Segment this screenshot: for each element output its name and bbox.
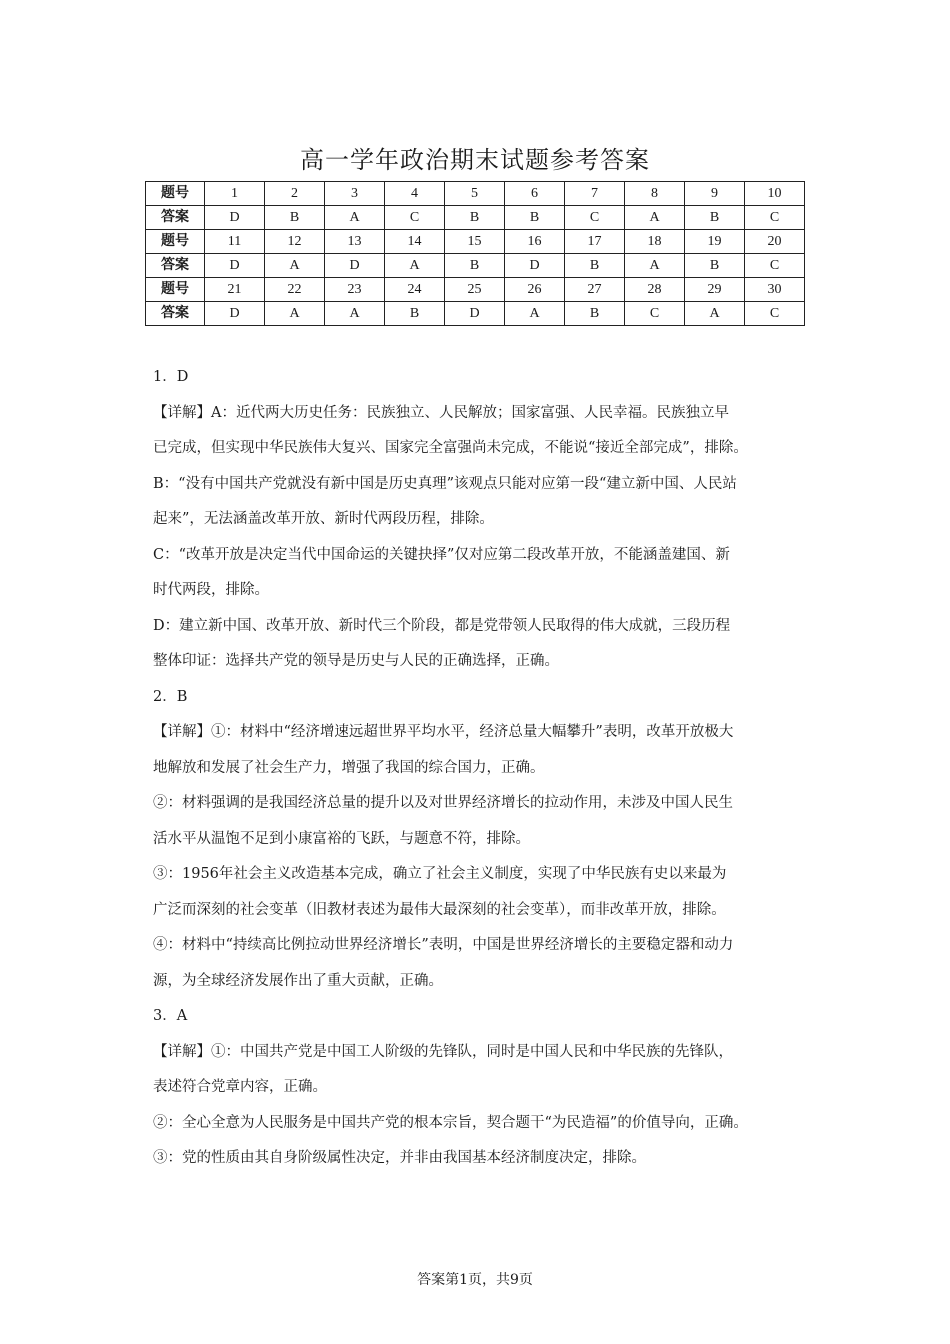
table-cell: B xyxy=(265,206,325,230)
explanation-body xyxy=(153,360,803,1177)
table-cell: C xyxy=(625,302,685,326)
table-cell: A xyxy=(325,206,385,230)
table-cell: B xyxy=(445,206,505,230)
table-cell: 22 xyxy=(265,278,325,302)
text-line: 广泛而深刻的社会变革（旧教材表述为最伟大最深刻的社会变革），而非改革开放，排除。 xyxy=(153,901,726,918)
text-line: 活水平从温饱不足到小康富裕的飞跃，与题意不符，排除。 xyxy=(153,830,530,847)
row-header: 题号 xyxy=(146,182,205,206)
table-cell: D xyxy=(505,254,565,278)
table-cell: 23 xyxy=(325,278,385,302)
table-cell: B xyxy=(685,254,745,278)
table-cell: D xyxy=(445,302,505,326)
table-cell: 6 xyxy=(505,182,565,206)
table-cell: D xyxy=(205,302,265,326)
table-cell: A xyxy=(505,302,565,326)
text-line: 2．B xyxy=(153,688,188,705)
table-cell: 13 xyxy=(325,230,385,254)
table-cell: 27 xyxy=(565,278,625,302)
text-line: ②：材料强调的是我国经济总量的提升以及对世界经济增长的拉动作用，未涉及中国人民生 xyxy=(153,795,733,811)
table-cell: 9 xyxy=(685,182,745,206)
table-row xyxy=(146,254,805,278)
table-cell: 15 xyxy=(445,230,505,254)
text-line: 【详解】A：近代两大历史任务：民族独立、人民解放；国家富强、人民幸福。民族独立早 xyxy=(153,404,729,421)
table-cell: A xyxy=(265,254,325,278)
row-header: 题号 xyxy=(146,278,205,302)
table-cell: 5 xyxy=(445,182,505,206)
text-line: 1．D xyxy=(153,369,189,385)
table-cell: B xyxy=(685,206,745,230)
text-line: 整体印证：选择共产党的领导是历史与人民的正确选择，正确。 xyxy=(153,653,559,669)
table-row xyxy=(146,278,805,302)
table-cell: B xyxy=(565,254,625,278)
table-cell: 24 xyxy=(385,278,445,302)
table-cell: 8 xyxy=(625,182,685,206)
text-line: C：“改革开放是决定当代中国命运的关键抉择”仅对应第二段改革开放，不能涵盖建国、新 xyxy=(153,546,730,563)
table-cell: 21 xyxy=(205,278,265,302)
table-cell: 19 xyxy=(685,230,745,254)
text-line: 已完成，但实现中华民族伟大复兴、国家完全富强尚未完成，不能说“接近全部完成”，排除。 xyxy=(153,440,748,456)
table-cell: C xyxy=(565,206,625,230)
table-row xyxy=(146,206,805,230)
table-cell: 12 xyxy=(265,230,325,254)
row-header: 答案 xyxy=(146,302,205,326)
table-cell: 1 xyxy=(205,182,265,206)
table-cell: 3 xyxy=(325,182,385,206)
row-header: 题号 xyxy=(146,230,205,254)
text-line: ③：党的性质由其自身阶级属性决定，并非由我国基本经济制度决定，排除。 xyxy=(153,1150,646,1166)
table-cell: B xyxy=(565,302,625,326)
text-line: 起来”，无法涵盖改革开放、新时代两段历程，排除。 xyxy=(153,511,494,527)
table-row xyxy=(146,230,805,254)
table-cell: 11 xyxy=(205,230,265,254)
table-cell: 10 xyxy=(745,182,805,206)
table-cell: 4 xyxy=(385,182,445,206)
table-cell: B xyxy=(385,302,445,326)
text-line: 源，为全球经济发展作出了重大贡献，正确。 xyxy=(153,972,443,989)
table-row xyxy=(146,182,805,206)
answer-table xyxy=(145,181,805,326)
table-cell: 29 xyxy=(685,278,745,302)
text-line: 地解放和发展了社会生产力，增强了我国的综合国力，正确。 xyxy=(153,759,545,776)
table-cell: B xyxy=(505,206,565,230)
table-cell: B xyxy=(445,254,505,278)
table-cell: D xyxy=(205,254,265,278)
text-line: B：“没有中国共产党就没有新中国是历史真理”该观点只能对应第一段“建立新中国、人民站 xyxy=(153,475,737,492)
table-cell: 2 xyxy=(265,182,325,206)
text-line: D：建立新中国、改革开放、新时代三个阶段，都是党带领人民取得的伟大成就，三段历程 xyxy=(153,617,731,634)
table-cell: C xyxy=(745,254,805,278)
table-cell: C xyxy=(745,302,805,326)
table-cell: 17 xyxy=(565,230,625,254)
table-cell: 30 xyxy=(745,278,805,302)
text-line: 表述符合党章内容，正确。 xyxy=(153,1079,327,1095)
table-cell: 28 xyxy=(625,278,685,302)
table-cell: D xyxy=(325,254,385,278)
row-header: 答案 xyxy=(146,254,205,278)
table-cell: A xyxy=(625,254,685,278)
table-cell: A xyxy=(325,302,385,326)
table-cell: A xyxy=(265,302,325,326)
text-line: 【详解】①：材料中“经济增速远超世界平均水平，经济总量大幅攀升”表明，改革开放极大 xyxy=(153,724,734,740)
text-line: 时代两段，排除。 xyxy=(153,582,269,598)
text-line: 3．A xyxy=(153,1008,188,1024)
text-line: ②：全心全意为人民服务是中国共产党的根本宗旨，契合题干“为民造福”的价值导向，正确。 xyxy=(153,1114,748,1131)
table-cell: 14 xyxy=(385,230,445,254)
table-cell: 7 xyxy=(565,182,625,206)
table-cell: D xyxy=(205,206,265,230)
table-cell: A xyxy=(625,206,685,230)
table-cell: 25 xyxy=(445,278,505,302)
table-row xyxy=(146,302,805,326)
table-cell: 20 xyxy=(745,230,805,254)
text-line: 【详解】①：中国共产党是中国工人阶级的先锋队，同时是中国人民和中华民族的先锋队， xyxy=(153,1043,733,1060)
row-header: 答案 xyxy=(146,206,205,230)
table-cell: 18 xyxy=(625,230,685,254)
page-footer: 答案第1页，共9页 xyxy=(417,1272,533,1288)
text-line: ③：1956年社会主义改造基本完成，确立了社会主义制度，实现了中华民族有史以来最为 xyxy=(153,866,727,882)
table-cell: A xyxy=(385,254,445,278)
table-cell: C xyxy=(745,206,805,230)
table-cell: 26 xyxy=(505,278,565,302)
text-line: ④：材料中“持续高比例拉动世界经济增长”表明，中国是世界经济增长的主要稳定器和动力 xyxy=(153,937,734,953)
table-cell: 16 xyxy=(505,230,565,254)
table-cell: C xyxy=(385,206,445,230)
table-cell: A xyxy=(685,302,745,326)
page-title: 高一学年政治期末试题参考答案 xyxy=(300,146,650,174)
